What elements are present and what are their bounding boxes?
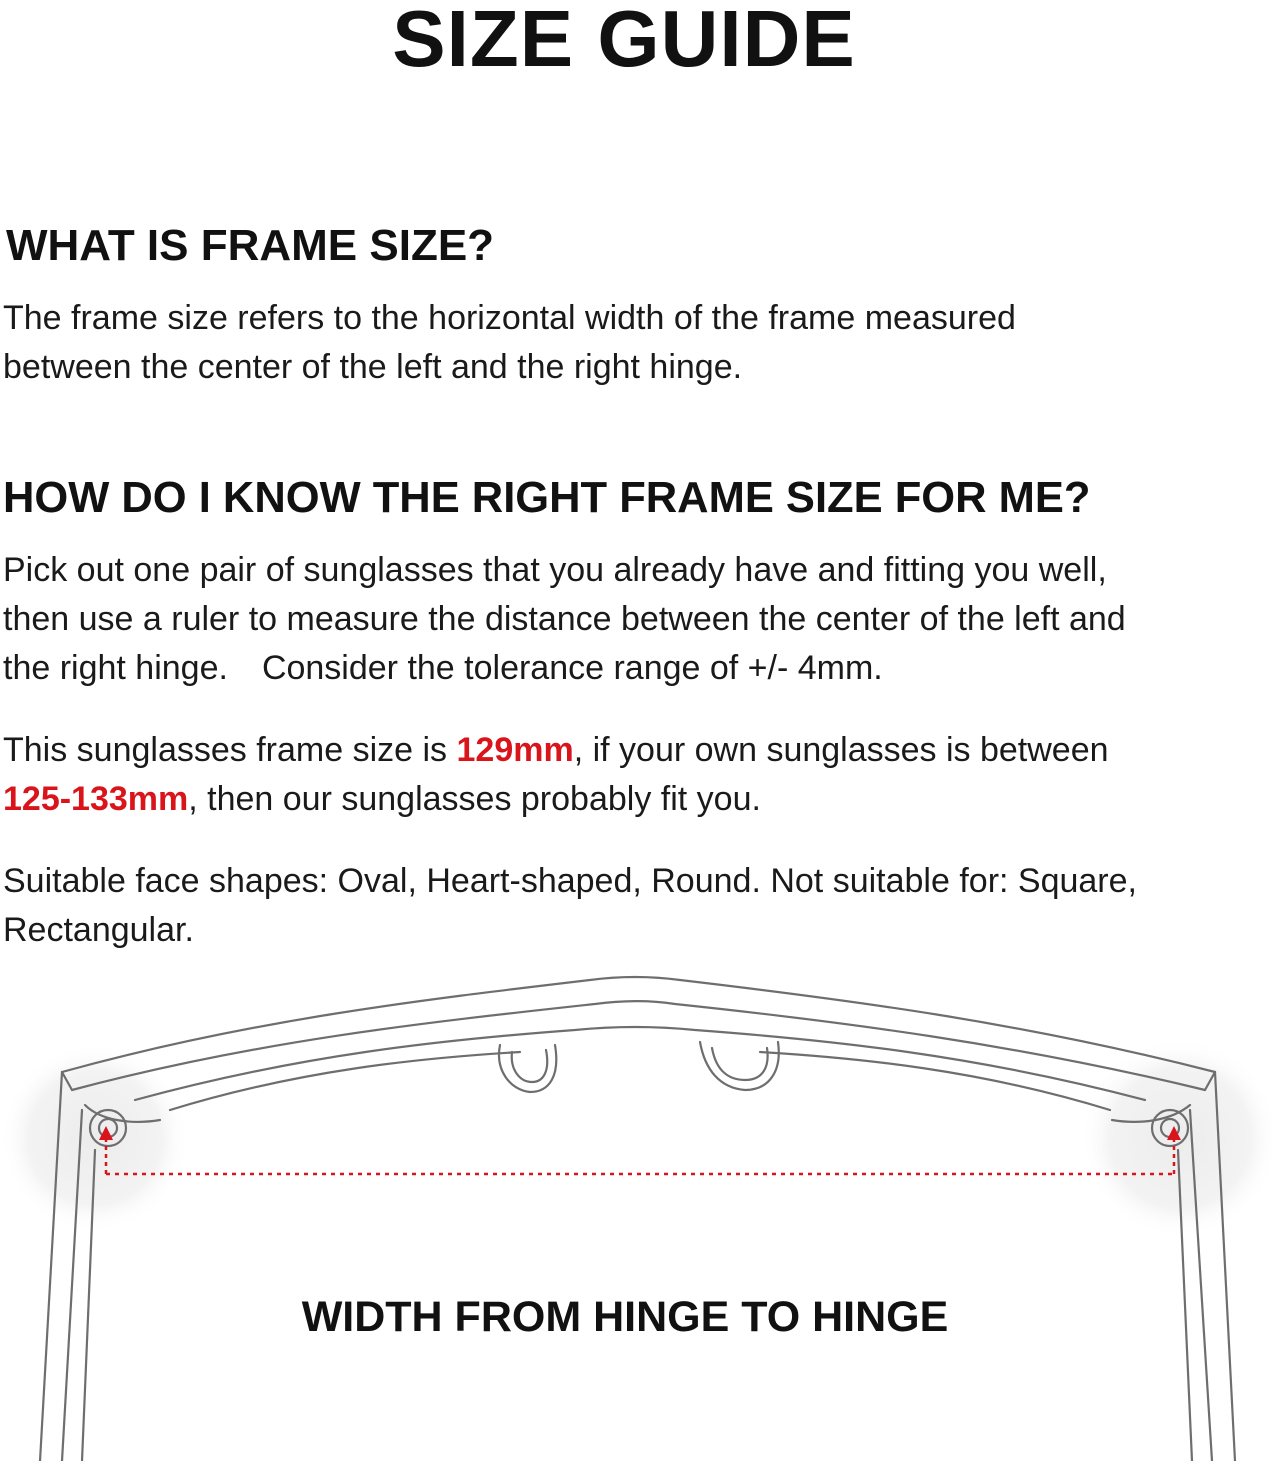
face-shapes-line-1: Suitable face shapes: Oval, Heart-shaped, Round. Not suitable for: Square, — [3, 862, 1137, 900]
frame-width-diagram — [0, 960, 1272, 1461]
how-to-know-heading: HOW DO I KNOW THE RIGHT FRAME SIZE FOR ME? — [3, 474, 1091, 522]
how-text-line-3b: Consider the tolerance range of +/- 4mm. — [261, 649, 883, 687]
face-shapes-line-2: Rectangular. — [3, 911, 194, 949]
what-text-line-2: between the center of the left and the right hinge. — [3, 348, 743, 386]
face-shapes-text — [3, 857, 1265, 955]
frame-size-middle: , if your own sunglasses is between — [573, 731, 1109, 769]
frame-size-value: 129mm — [456, 731, 574, 769]
frame-size-range: 125-133mm — [3, 780, 189, 818]
left-nose-pad-inner — [512, 1050, 547, 1082]
frame-bridge-line — [135, 1027, 1145, 1100]
how-text-line-2: then use a ruler to measure the distance between the center of the left and — [3, 600, 1126, 638]
how-to-know-text — [3, 546, 1265, 693]
page-title: SIZE GUIDE — [392, 0, 856, 83]
frame-top-outer — [62, 977, 1215, 1072]
frame-size-prefix: This sunglasses frame size is — [3, 731, 457, 769]
what-text-line-1: The frame size refers to the horizontal width of the frame measured — [3, 299, 1016, 337]
frame-lens-edge-right — [760, 1052, 1110, 1110]
how-text-line-3a: the right hinge. — [3, 649, 228, 687]
frame-lens-edge-left — [170, 1052, 520, 1110]
frame-size-suffix: , then our sunglasses probably fit you. — [188, 780, 761, 818]
how-text-line-1: Pick out one pair of sunglasses that you already have and fitting you well, — [3, 551, 1107, 589]
frame-size-text — [3, 726, 1265, 824]
what-is-frame-size-heading: WHAT IS FRAME SIZE? — [6, 221, 495, 270]
what-is-frame-size-text — [3, 294, 1265, 392]
frame-top-inner — [72, 1001, 1205, 1090]
left-hinge-shadow — [0, 1043, 190, 1233]
diagram-caption: WIDTH FROM HINGE TO HINGE — [301, 1293, 949, 1341]
